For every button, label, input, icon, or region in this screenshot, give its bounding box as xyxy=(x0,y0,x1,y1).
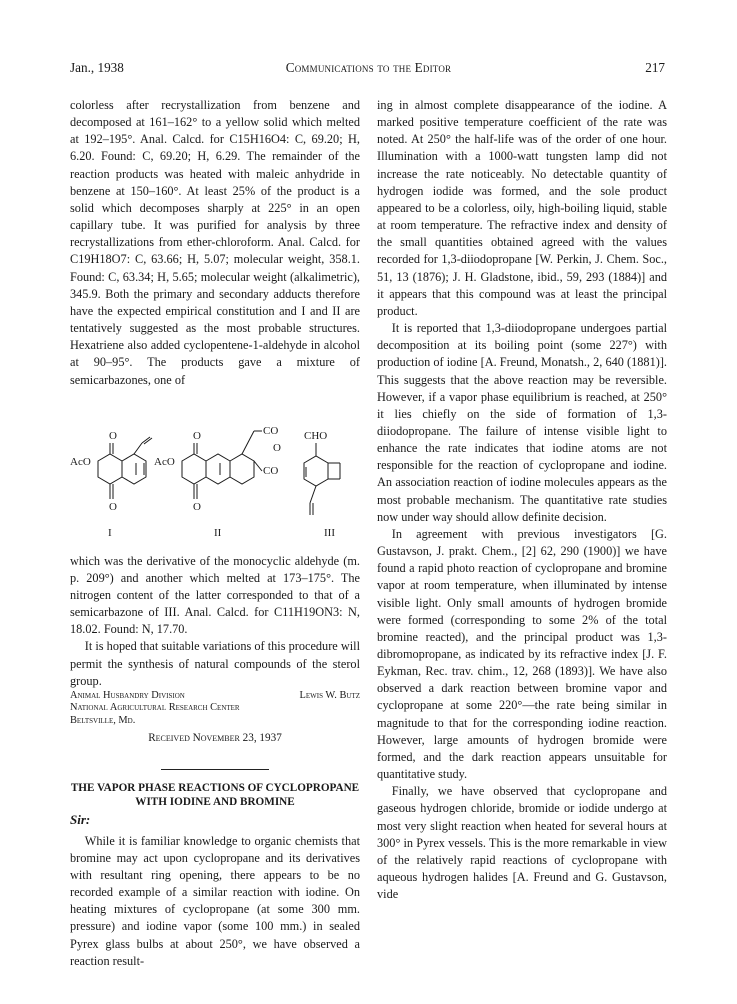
running-head-title: Communications to the Editor xyxy=(285,60,452,75)
paragraph: It is hoped that suitable variations of this procedure will permit the synthesis of natural compounds of the sterol group. xyxy=(70,639,360,688)
paragraph: It is reported that 1,3-diiodopropane undergoes partial decomposition at its boiling point (some 227°) with production of iodine [A. Freund, Monatsh., 2, 640 (1881)]. This suggests that the above reaction may be reversible. However, if a vapor phase equilibrium is reached, at 250° it lies chiefly on the side of formation of 1,3-diiodopropane. The failure of intense visible light to enhance the rate indicates that iodine atoms are not responsible for the reaction of cyclopropane and iodine. An association reaction of iodine molecules appears as the most probable mechanism. The quantitative rate studies now under way should allow definite decision. xyxy=(377,321,667,524)
signature-line xyxy=(70,690,360,702)
author-name: Lewis W. Butz xyxy=(299,689,360,701)
structure-label-i: I xyxy=(108,526,112,539)
right-column xyxy=(377,97,667,903)
anhydride-o: O xyxy=(273,441,281,454)
affiliation-division: Animal Husbandry Division xyxy=(70,689,185,701)
paragraph: ing in almost complete disappearance of the iodine. A marked positive temperature coefficient of the rate was noted. At 250° the half-life was of the order of one hour. Illumination with a 1000-watt tungsten lamp did not increase the rate noticeably. No detectable quantity of hydrogen iodide was formed, and the sole product appeared to be a colorless, oily, high-boiling liquid, stable at room temperature. The refractive index and density of the small quantities obtained agreed with the values recorded for 1,3-diiodopropane [W. Perkin, J. Chem. Soc., 51, 13 (1876); J. H. Gladstone, ibid., 59, 293 (1884)] and it appears that this compound was at least the principal product. xyxy=(377,98,667,318)
carbonyl-o: O xyxy=(193,429,201,442)
structure-label-ii: II xyxy=(214,526,222,539)
chemical-structures xyxy=(70,391,360,549)
anhydride-co: CO xyxy=(263,464,279,477)
acetoxy-label: AcO xyxy=(70,455,91,468)
structure-figure xyxy=(70,391,360,549)
paragraph: colorless after recrystallization from benzene and decomposed at 161–162° to a yellow solid which melted at 192–195°. Anal. Calcd. for C15H16O4: C, 69.20; H, 6.20. Found: C, 69.20; H, 6.29. The remainder of the reaction products was heated with maleic anhydride in benzene at 150–160°. At least 25% of the product is a solid which decomposes sharply at 225° in an open capillary tube. It was purified for analysis by three recrystallizations from ether-chloroform. Anal. Calcd. for C19H18O7: C, 63.66; H, 5.07; molecular weight, 358.1. Found: C, 63.34; H, 5.65; molecular weight (alkalimetric), 345.9. Both the primary and secondary adducts therefore have the expected empirical constitution and I and II are tentatively suggested as the most probable structures. Hexatriene also added cyclopentene-1-aldehyde in alcohol at 90–95°. The products gave a mixture of semicarbazones, one of xyxy=(70,98,360,387)
page-number: 217 xyxy=(645,60,665,75)
structure-label-iii: III xyxy=(324,526,335,539)
paragraph: While it is familiar knowledge to organic chemists that bromine may act upon cyclopropane and its derivatives with resultant ring opening, there appears to be no recorded example of a similar reaction with iodine. On heating mixtures of cyclopropane (at some 300 mm. pressure) and iodine vapor (some 100 mm.) in sealed Pyrex glass bulbs at about 250°, we have observed a reaction result- xyxy=(70,833,360,968)
affiliation-center: National Agricultural Research Center xyxy=(70,702,240,714)
affiliation-location: Beltsville, Md. xyxy=(70,714,136,726)
left-column xyxy=(70,97,360,970)
running-head-date: Jan., 1938 xyxy=(70,60,124,75)
aldehyde-label: CHO xyxy=(304,429,328,442)
article-title: THE VAPOR PHASE REACTIONS OF CYCLOPROPANE WITH IODINE AND BROMINE xyxy=(70,782,360,808)
carbonyl-o: O xyxy=(193,500,201,513)
carbonyl-o: O xyxy=(109,429,117,442)
salutation: Sir: xyxy=(70,812,91,828)
paragraph: which was the derivative of the monocyclic aldehyde (m. p. 209°) and another which melted at 173–175°. The nitrogen content of the latter corresponded to that of a semicarbazone of III. Anal. Calcd. for C11H19ON3: N, 18.02. Found: N, 17.70. xyxy=(70,553,360,637)
anhydride-co: CO xyxy=(263,424,279,437)
section-divider xyxy=(161,769,269,770)
paragraph: Finally, we have observed that cyclopropane and gaseous hydrogen chloride, bromide or iodide undergo at most very slight reaction when heated for several hours at 300° in Pyrex vessels. This is the more remarkable in view of the relatively rapid reactions of cyclopropane with aqueous hydrogen halides [A. Freund and G. Gustavson, vide xyxy=(377,784,667,902)
carbonyl-o: O xyxy=(109,500,117,513)
acetoxy-label: AcO xyxy=(154,455,175,468)
received-date: Received November 23, 1937 xyxy=(148,732,282,745)
paragraph: In agreement with previous investigators [G. Gustavson, J. prakt. Chem., [2] 62, 290 (1900)] we have found a rapid photo reaction of cyclopropane and bromine vapor at room temperature, when illuminated by intense visible light. Only small amounts of hydrogen bromide were formed (corresponding to some 2% of the total bromine reacted), and the principal product was 1,3-dibromopropane, as indicated by its refractive index [J. F. Eykman, Rec. trav. chim., 12, 268 (1893)]. We have also observed a dark reaction between bromine vapor and cyclopropane at some 220°—the rate being similar in magnitude to that for the corresponding iodine reaction. However, large amounts of hydrogen bromide were formed, and the dark reaction appears unsuitable for quantitative study. xyxy=(377,526,667,782)
